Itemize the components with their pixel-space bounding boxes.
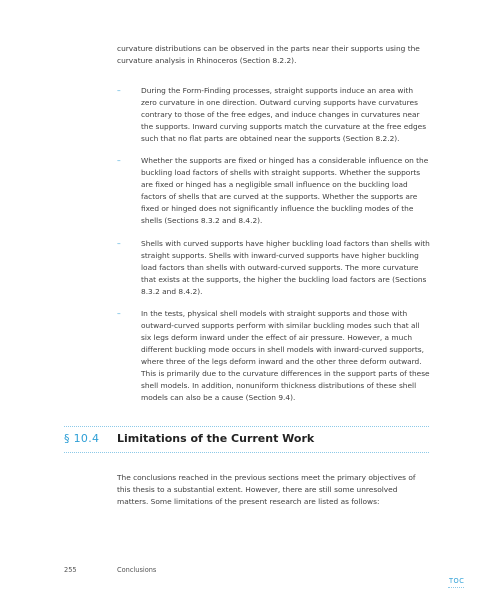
bullet-text-3: Shells with curved supports have higher buckling load factors than shells with straight supports. Shells with inward-curved supports have higher buckling load factors than shells with outward-curved supports. The more curvature that exists at the supports, the higher the buckling load factors are (Sections 8.3.2 and 8.4.2). bbox=[141, 239, 430, 296]
bullet-item-1 bbox=[117, 85, 429, 145]
section-paragraph bbox=[117, 472, 429, 508]
section-paragraph-text: The conclusions reached in the previous sections meet the primary objectives of this thesis to a substantial extent. However, there are still some unresolved matters. Some limitations of the present research are listed as follows: bbox=[117, 473, 416, 506]
intro-text: curvature distributions can be observed in the parts near their supports using the curvature analysis in Rhinoceros (Section 8.2.2). bbox=[117, 44, 420, 65]
bullet-dash: – bbox=[117, 309, 121, 318]
bullet-dash: – bbox=[117, 156, 121, 165]
page-number: 255 bbox=[64, 566, 77, 574]
section-heading: Limitations of the Current Work bbox=[117, 432, 315, 445]
section-number: § 10.4 bbox=[64, 432, 100, 445]
toc-underline bbox=[448, 587, 464, 588]
bullet-dash: – bbox=[117, 239, 121, 248]
bullet-text-4: In the tests, physical shell models with straight supports and those with outward-curved supports perform with similar buckling modes such that all six legs deform inward under the effect of air pressure. However, a much different buckling mode occurs in shell models with inward-curved supports, where three of the legs deform inward and the other three deform outward. This is primarily due to the curvature differences in the support parts of these shell models. In addition, nonuniform thickness distributions of these shell models can also be a cause (Section 9.4). bbox=[141, 309, 430, 402]
bullet-item-4 bbox=[117, 308, 429, 404]
toc-link[interactable]: TOC bbox=[449, 577, 465, 585]
bullet-item-3 bbox=[117, 238, 429, 298]
intro-paragraph bbox=[117, 43, 429, 67]
bullet-dash: – bbox=[117, 86, 121, 95]
section-divider-top bbox=[64, 426, 429, 427]
section-divider-bottom bbox=[64, 452, 429, 453]
chapter-label: Conclusions bbox=[117, 566, 157, 574]
bullet-item-2 bbox=[117, 155, 429, 227]
bullet-text-2: Whether the supports are fixed or hinged has a considerable influence on the buckling load factors of shells with straight supports. Whether the supports are fixed or hinged has a negligible small influence on the buckling load factors of shells that are curved at the supports. Whether the supports are fixed or hinged does not significantly influence the buckling modes of the shells (Sections 8.3.2 and 8.4.2). bbox=[141, 156, 429, 225]
bullet-text-1: During the Form-Finding processes, straight supports induce an area with zero curvature in one direction. Outward curving supports have curvatures contrary to those of the free edges, and induce changes in curvatures near the supports. Inward curving supports match the curvature at the free edges such that no flat parts are obtained near the supports (Section 8.2.2). bbox=[141, 86, 427, 143]
